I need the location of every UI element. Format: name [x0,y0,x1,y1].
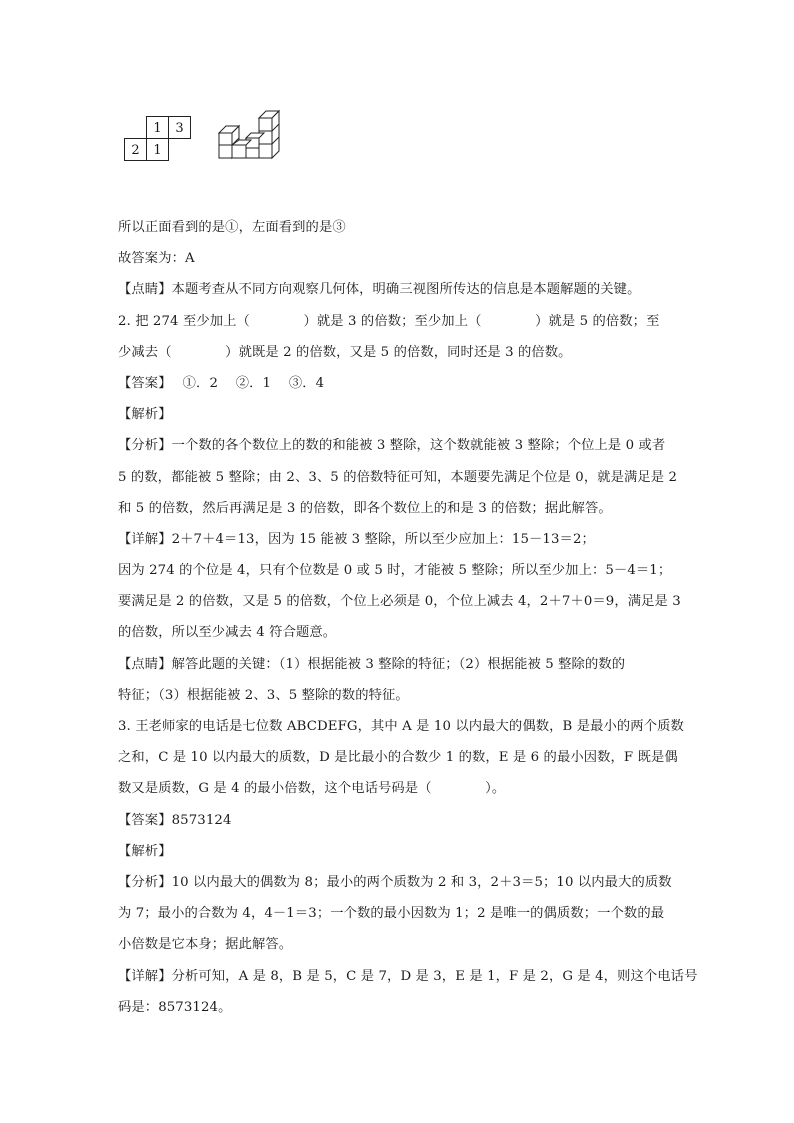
analysis-heading: 【解析】 [118,407,172,423]
text-line: 5 的数，都能被 5 整除；由 2、3、5 的倍数特征可知，本题要先满足个位是 0，就是满足是 2 [118,469,678,485]
grid-cell: 2 [124,138,147,161]
text-line: 小倍数是它本身；据此解答。 [118,937,293,953]
answer-line: 【答案】 ①．2 ②．1 ③．4 [118,375,325,391]
text-line: 要满足是 2 的倍数，又是 5 的倍数，个位上必须是 0，个位上减去 4，2＋7＋0＝9，满足是 3 [118,594,681,610]
grid-cell: 3 [168,116,191,139]
question-3-line: 3. 王老师家的电话是七位数 ABCDEFG，其中 A 是 10 以内最大的偶数，B 是最小的两个质数 [118,719,684,734]
text-line: 码是：8573124。 [118,999,232,1015]
text-line: 因为 274 的个位是 4，只有个位数是 0 或 5 时，才能被 5 整除；所以至少加上：5－4＝1； [118,563,672,579]
question-2-line: 少减去（ ）就既是 2 的倍数，又是 5 的倍数，同时还是 3 的倍数。 [118,344,572,360]
grid-cell: 1 [146,116,169,139]
text-line: 的倍数，所以至少减去 4 符合题意。 [118,625,337,641]
text-line: 【分析】一个数的各个数位上的数的和能被 3 整除，这个数就能被 3 整除；个位上是 0 或者 [118,438,666,454]
analysis-heading: 【解析】 [118,843,172,859]
cube-stack-icon [218,104,284,168]
text-line: 【详解】2＋7＋4＝13，因为 15 能被 3 整除，所以至少应加上：15－13＝2； [118,531,595,547]
text-line: 【点睛】解答此题的关键：（1）根据能被 3 整除的特征；（2）根据能被 5 整除的数的 [118,656,626,672]
answer-line: 【答案】8573124 [118,812,232,828]
text-line: 【详解】分析可知，A 是 8，B 是 5，C 是 7，D 是 3，E 是 1，F 是 2，G 是 4，则这个电话号 [118,968,698,984]
text-line: 和 5 的倍数，然后再满足是 3 的倍数，即各个数位上的和是 3 的倍数；据此解答。 [118,500,612,516]
figure-area [120,100,320,172]
answer-text [118,212,698,1023]
text-line: 【分析】10 以内最大的偶数为 8；最小的两个质数为 2 和 3，2＋3＝5；10 以内最大的质数 [118,874,672,890]
text-line: 【点睛】本题考查从不同方向观察几何体，明确三视图所传达的信息是本题解题的关键。 [118,282,641,298]
text-line: 故答案为：A [118,251,195,267]
top-view-grid [120,116,195,166]
question-2-line: 2. 把 274 至少加上（ ）就是 3 的倍数；至少加上（ ）就是 5 的倍数；至 [118,313,660,329]
grid-cell: 1 [146,138,169,161]
text-line: 为 7；最小的合数为 4，4－1＝3；一个数的最小因数为 1；2 是唯一的偶质数；一个数的最 [118,906,665,922]
question-3-line: 之和，C 是 10 以内最大的质数，D 是比最小的合数少 1 的数，E 是 6 的最小因数，F 既是偶 [118,750,678,766]
text-line: 特征；（3）根据能被 2、3、5 整除的数的特征。 [118,687,409,703]
question-3-line: 数又是质数，G 是 4 的最小倍数，这个电话号码是（ ）。 [118,781,506,797]
text-line: 所以正面看到的是①，左面看到的是③ [118,220,346,235]
